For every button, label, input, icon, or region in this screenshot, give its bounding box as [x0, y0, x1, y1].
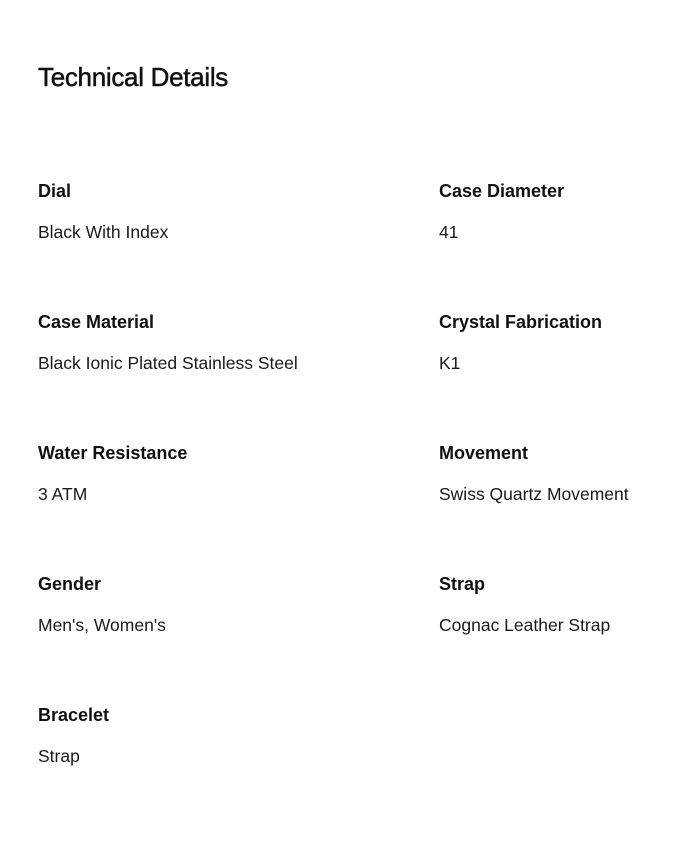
technical-details-grid: [38, 178, 678, 833]
spec-label: Dial: [38, 181, 72, 201]
spec-case-material: [38, 309, 439, 440]
spec-label: Crystal Fabrication: [439, 312, 603, 332]
spec-value: Cognac Leather Strap: [439, 615, 611, 635]
spec-value: Strap: [38, 746, 80, 766]
spec-gender: [38, 571, 439, 702]
spec-value: Black With Index: [38, 222, 169, 242]
spec-crystal-fabrication: [439, 309, 678, 440]
spec-value: 3 ATM: [38, 484, 88, 504]
spec-movement: [439, 440, 678, 571]
spec-label: Movement: [439, 443, 529, 463]
spec-value: K1: [439, 353, 461, 373]
spec-label: Strap: [439, 574, 486, 594]
spec-water-resistance: [38, 440, 439, 571]
page-title: Technical Details: [38, 62, 228, 92]
spec-label: Water Resistance: [38, 443, 188, 463]
spec-label: Bracelet: [38, 705, 110, 725]
spec-bracelet: [38, 702, 439, 833]
spec-strap: [439, 571, 678, 702]
spec-label: Case Diameter: [439, 181, 565, 201]
spec-case-diameter: [439, 178, 678, 309]
spec-label: Gender: [38, 574, 102, 594]
spec-dial: [38, 178, 439, 309]
spec-label: Case Material: [38, 312, 155, 332]
spec-value: 41: [439, 222, 459, 242]
spec-value: Swiss Quartz Movement: [439, 484, 629, 504]
spec-value: Men's, Women's: [38, 615, 166, 635]
spec-value: Black Ionic Plated Stainless Steel: [38, 353, 298, 373]
